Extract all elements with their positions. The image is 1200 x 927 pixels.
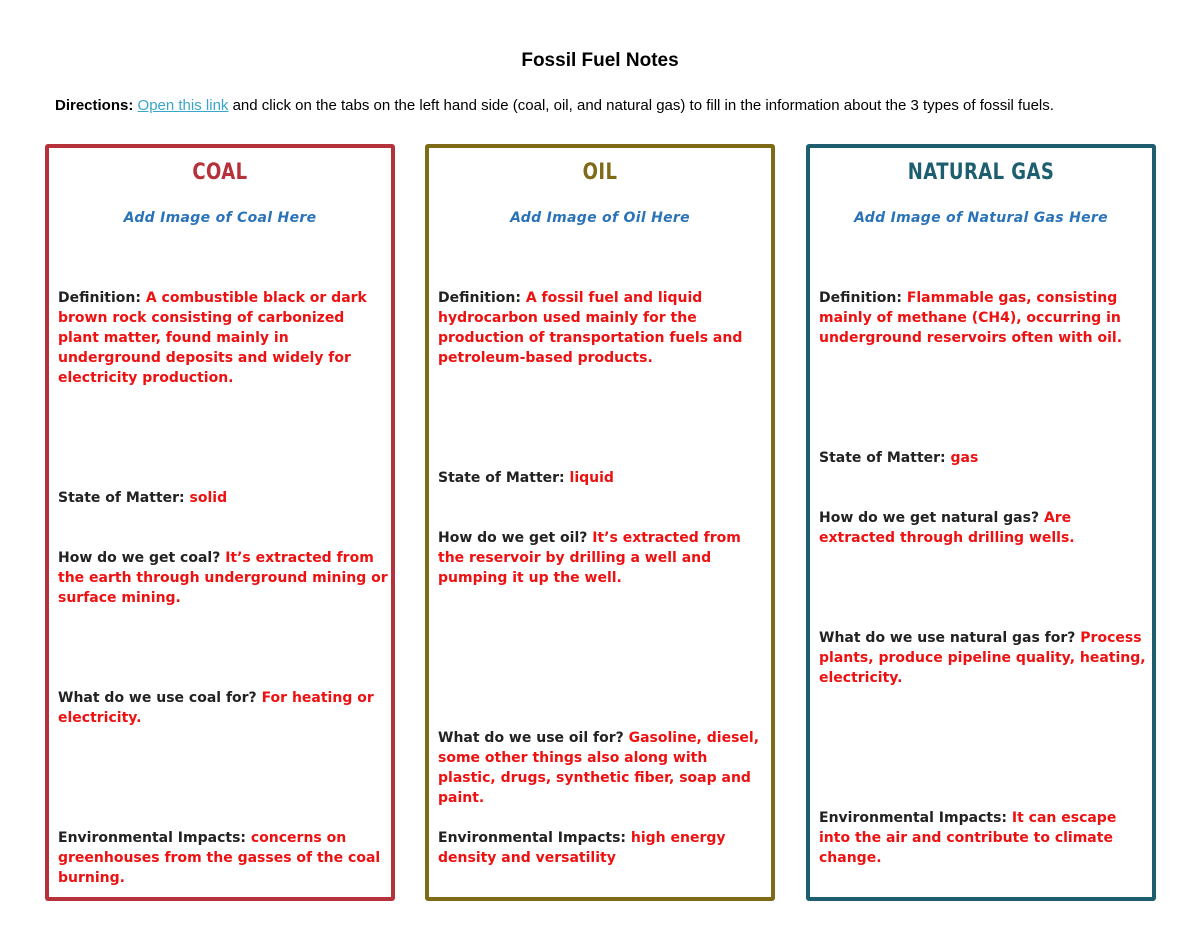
how-get-label: How do we get coal? — [58, 550, 221, 566]
definition-answer[interactable]: A fossil fuel and liquid hydrocarbon used mainly for the production of transportation fuels and petroleum-based products. — [438, 290, 743, 366]
state-answer[interactable]: solid — [189, 490, 228, 506]
directions-link[interactable]: Open this link — [137, 97, 229, 114]
how-get-answer[interactable]: It’s extracted from the reservoir by drilling a well and pumping it up the well. — [438, 530, 741, 586]
oil-uses — [438, 728, 768, 808]
environment-label: Environmental Impacts: — [58, 830, 246, 846]
state-label: State of Matter: — [58, 490, 185, 506]
oil-image-placeholder[interactable]: Add Image of Oil Here — [510, 210, 690, 226]
directions-label: Directions: — [55, 97, 134, 114]
environment-label: Environmental Impacts: — [438, 830, 626, 846]
natural-gas-definition — [819, 288, 1149, 348]
directions-text: and click on the tabs on the left hand side (coal, oil, and natural gas) to fill in the information about the 3 types of fossil fuels. — [232, 97, 1054, 114]
natural-gas-state — [819, 448, 1149, 468]
natural-gas-environment — [819, 808, 1149, 868]
coal-card — [45, 144, 395, 901]
uses-label: What do we use coal for? — [58, 690, 257, 706]
uses-label: What do we use natural gas for? — [819, 630, 1076, 646]
how-get-label: How do we get natural gas? — [819, 510, 1040, 526]
coal-image-placeholder[interactable]: Add Image of Coal Here — [123, 210, 317, 226]
coal-heading: COAL — [192, 160, 248, 185]
definition-label: Definition: — [819, 290, 902, 306]
definition-answer[interactable]: Flammable gas, consisting mainly of methane (CH4), occurring in underground reservoirs often with oil. — [819, 290, 1123, 346]
environment-answer[interactable]: It can escape into the air and contribute to climate change. — [819, 810, 1117, 866]
state-answer[interactable]: gas — [950, 450, 979, 466]
how-get-answer[interactable]: It’s extracted from the earth through underground mining or surface mining. — [58, 550, 388, 606]
environment-label: Environmental Impacts: — [819, 810, 1007, 826]
oil-environment — [438, 828, 768, 868]
environment-answer[interactable]: high energy density and versatility — [438, 830, 726, 866]
environment-answer[interactable]: concerns on greenhouses from the gasses of the coal burning. — [58, 830, 381, 886]
page-title: Fossil Fuel Notes — [521, 50, 679, 71]
uses-answer[interactable]: Gasoline, diesel, some other things also along with plastic, drugs, synthetic fiber, soap and paint. — [438, 730, 760, 806]
oil-how-get — [438, 528, 768, 588]
coal-definition — [58, 288, 388, 388]
natural-gas-heading: NATURAL GAS — [907, 160, 1055, 185]
natural-gas-how-get — [819, 508, 1149, 548]
state-label: State of Matter: — [819, 450, 946, 466]
uses-answer[interactable]: Process plants, produce pipeline quality, heating, electricity. — [819, 630, 1146, 686]
coal-environment — [58, 828, 388, 888]
state-answer[interactable]: liquid — [569, 470, 614, 486]
natural-gas-uses — [819, 628, 1149, 688]
natural-gas-card — [806, 144, 1156, 901]
definition-answer[interactable]: A combustible black or dark brown rock consisting of carbonized plant matter, found mainly in underground deposits and widely for electricity production. — [58, 290, 367, 386]
state-label: State of Matter: — [438, 470, 565, 486]
definition-label: Definition: — [58, 290, 141, 306]
how-get-answer[interactable]: Are extracted through drilling wells. — [819, 510, 1075, 546]
coal-how-get — [58, 548, 388, 608]
natural-gas-image-placeholder[interactable]: Add Image of Natural Gas Here — [854, 210, 1108, 226]
oil-heading: OIL — [582, 160, 618, 185]
oil-definition — [438, 288, 768, 368]
how-get-label: How do we get oil? — [438, 530, 588, 546]
oil-card — [425, 144, 775, 901]
uses-label: What do we use oil for? — [438, 730, 624, 746]
directions — [55, 96, 1145, 116]
oil-state — [438, 468, 768, 488]
uses-answer[interactable]: For heating or electricity. — [58, 690, 374, 726]
coal-uses — [58, 688, 388, 728]
definition-label: Definition: — [438, 290, 521, 306]
coal-state — [58, 488, 388, 508]
